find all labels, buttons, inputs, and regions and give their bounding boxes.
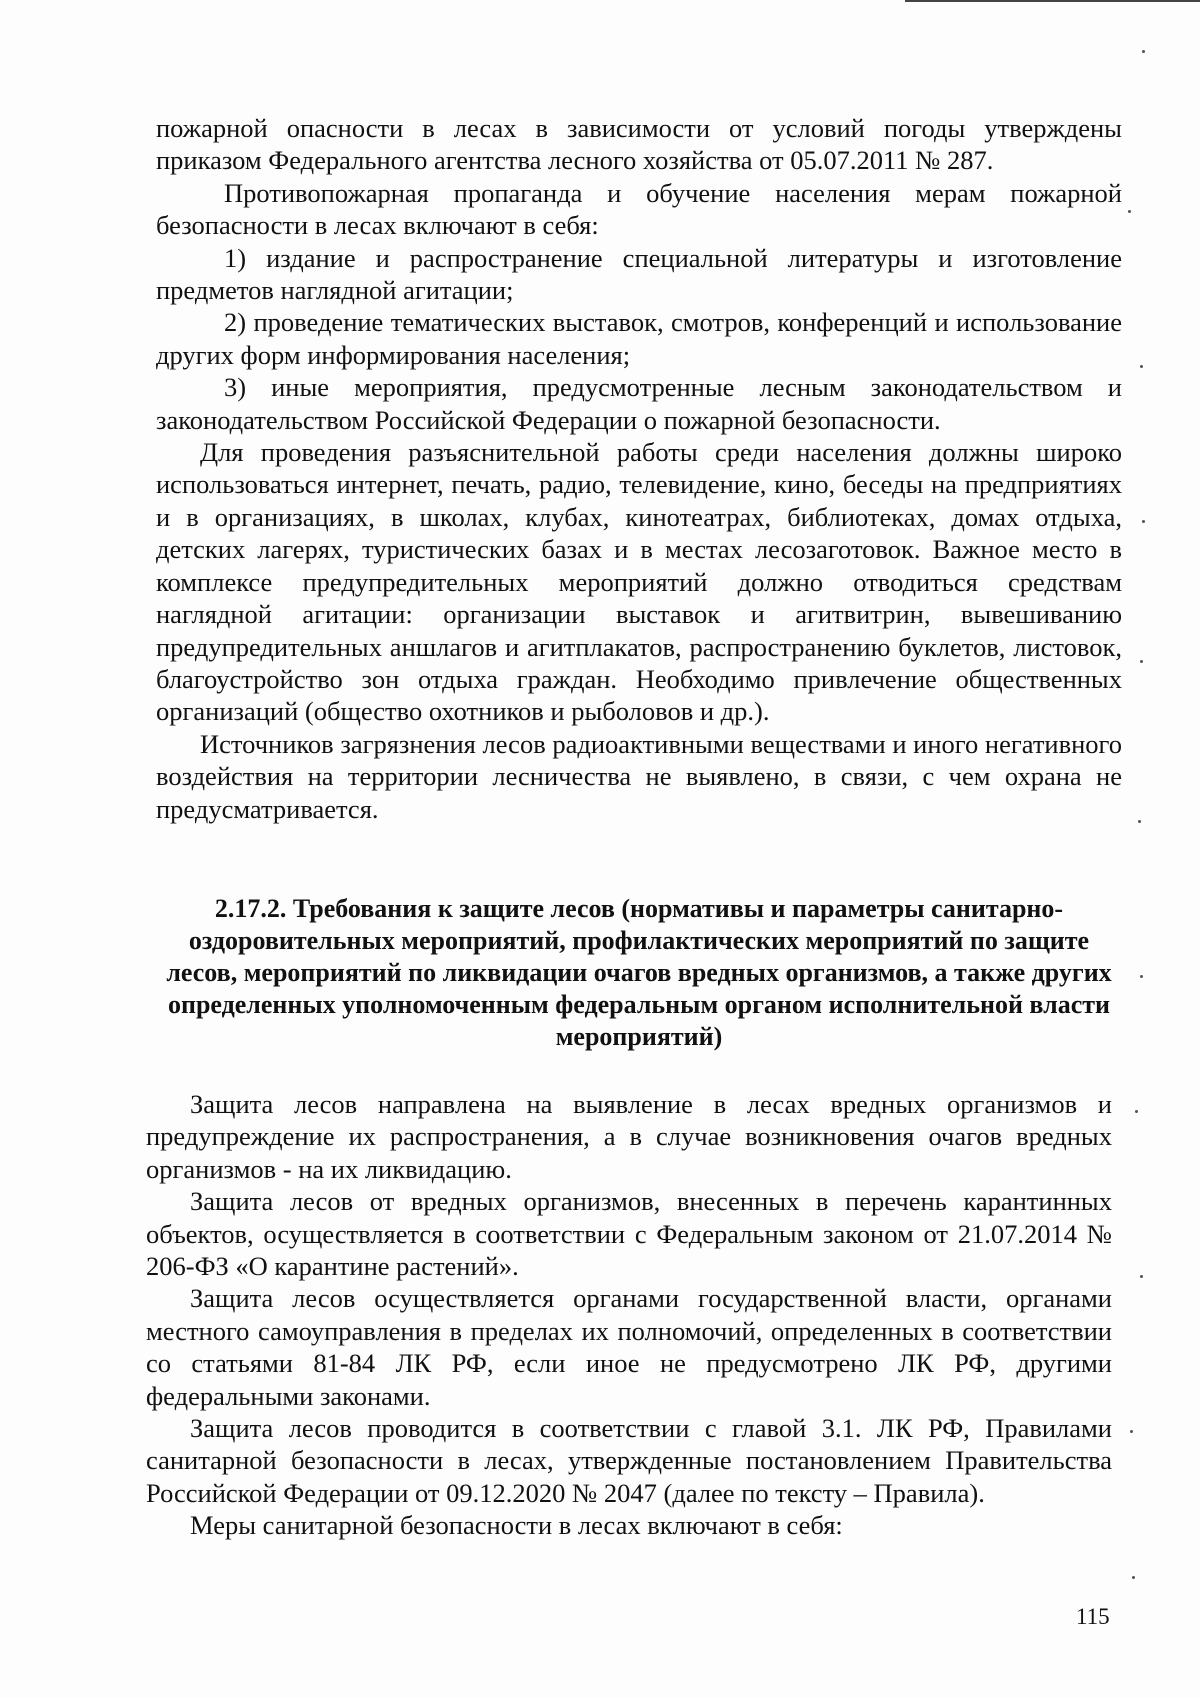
paragraph-fire-danger-order: пожарной опасности в лесах в зависимости от условий погоды утверждены приказом Федерального агентства лесного хозяйства от 05.07.2011 № 287. xyxy=(156,113,1122,176)
scan-speck xyxy=(1132,1576,1135,1579)
list-item-2: 2) проведение тематических выставок, смотров, конференций и использование других форм информирования населения; xyxy=(156,307,1122,370)
scan-speck xyxy=(1142,520,1145,523)
paragraph-explanatory-work: Для проведения разъяснительной работы среди населения должны широко использоваться интернет, печать, радио, телевидение, кино, беседы на предприятиях и в организациях, в школах, клубах, кинотеатрах, библиотеках, домах отдыха, детских лагерях, туристических базах и в местах лесозаготовок. Важное место в комплексе предупредительных мероприятий должно отводиться средствам наглядной агитации: организации выставок и агитвитрин, вывешиванию предупредительных аншлагов и агитплакатов, распространению буклетов, листовок, благоустройство зон отдыха граждан. Необходимо привлечение общественных организаций (общество охотников и рыболовов и др.). xyxy=(156,437,1122,727)
scan-speck xyxy=(1140,975,1143,978)
scan-speck xyxy=(1138,820,1141,823)
list-item-3: 3) иные мероприятия, предусмотренные лесным законодательством и законодательством Российской Федерации о пожарной безопасности. xyxy=(156,372,1122,435)
paragraph-quarantine-law: Защита лесов от вредных организмов, внесенных в перечень карантинных объектов, осуществляется в соответствии с Федеральным законом от 21.07.2014 № 206-ФЗ «О карантине растений». xyxy=(146,1186,1112,1282)
scan-speck xyxy=(1142,50,1145,53)
paragraph-forest-protection-aim: Защита лесов направлена на выявление в лесах вредных организмов и предупреждение их распространения, а в случае возникновения очагов вредных организмов - на их ликвидацию. xyxy=(146,1089,1112,1184)
scan-speck xyxy=(1140,660,1143,663)
upper-text-block xyxy=(156,112,1122,825)
scan-speck xyxy=(1140,365,1143,368)
paragraph-propaganda-intro: Противопожарная пропаганда и обучение населения мерам пожарной безопасности в лесах включают в себя: xyxy=(156,177,1122,241)
paragraph-authorities: Защита лесов осуществляется органами государственной власти, органами местного самоуправления в пределах их полномочий, определенных в соответствии со статьями 81-84 ЛК РФ, если иное не предусмотрено ЛК РФ, другими федеральными законами. xyxy=(146,1283,1112,1411)
scan-speck xyxy=(1140,1275,1143,1278)
scan-edge-line xyxy=(905,0,1200,2)
lower-text-block xyxy=(146,1088,1112,1542)
section-heading: 2.17.2. Требования к защите лесов (нормативы и параметры санитарно-оздоровительных мероприятий, профилактических мероприятий по защите лесов, мероприятий по ликвидации очагов вредных организмов, а также других определенных уполномоченным федеральным органом исполнительной власти мероприятий) xyxy=(166,894,1112,1051)
scan-speck xyxy=(1130,1430,1133,1433)
paragraph-radioactive-sources: Источников загрязнения лесов радиоактивными веществами и иного негативного воздействия на территории лесничества не выявлено, в связи, с чем охрана не предусматривается. xyxy=(156,728,1122,824)
scan-speck xyxy=(1135,1110,1138,1113)
scan-speck xyxy=(1128,210,1131,213)
page-number: 115 xyxy=(1076,1604,1110,1629)
list-item-1: 1) издание и распространение специальной литературы и изготовление предметов наглядной агитации; xyxy=(156,242,1122,306)
paragraph-sanitary-measures: Меры санитарной безопасности в лесах включают в себя: xyxy=(190,1510,843,1541)
paragraph-sanitary-rules: Защита лесов проводится в соответствии с главой 3.1. ЛК РФ, Правилами санитарной безопасности в лесах, утвержденные постановлением Правительства Российской Федерации от 09.12.2020 № 2047 (далее по тексту – Правила). xyxy=(146,1413,1112,1508)
